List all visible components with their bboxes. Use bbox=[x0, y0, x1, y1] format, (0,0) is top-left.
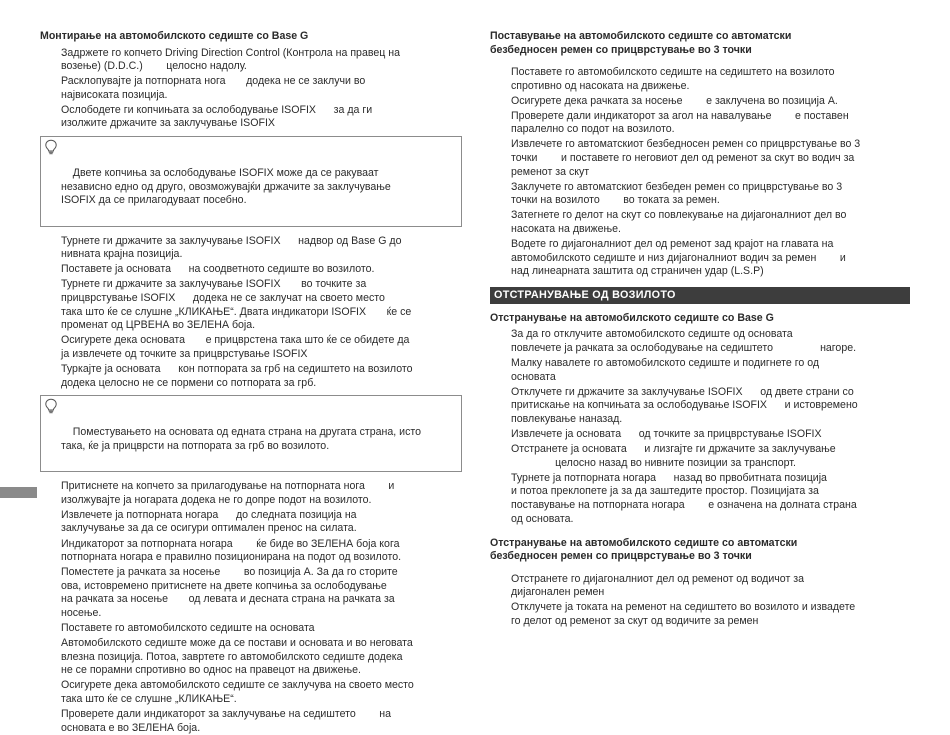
step-paragraph: За да го отклучите автомобилското седиште од основата повлечете ја рачката за ослободување на седиштето нагоре. bbox=[511, 328, 857, 354]
step-paragraph: Притиснете на копчето за прилагодување на потпорната нога и изолжувајте ја ногарата додека не го допре подот на возилото. bbox=[61, 480, 395, 506]
right-column bbox=[490, 30, 910, 629]
step-paragraph: Автомобилското седиште може да се постави и основата и во неговата влезна позиција. Потоа, завртете го автомобилското седиште додека не се порамни спротивно во однос на правецот на движење. bbox=[61, 637, 413, 677]
step-paragraph: Туркајте ја основата кон потпората за грб на седиштето на возилото додека целосно не се пормени со потпората за грб. bbox=[61, 362, 413, 389]
heading-install-3point-belt: Поставување на автомобилското седиште со автоматски безбедносен ремен со прицврстување во 3 точки bbox=[490, 30, 792, 56]
step-paragraph: Извлечете ја потпорната ногара до следната позиција на заклучување за да се осигури оптимален пренос на силата. bbox=[61, 508, 357, 535]
step-paragraph: Проверете дали индикаторот за заклучување на седиштето на основата е во ЗЕЛЕНА боја. bbox=[61, 708, 392, 734]
step-paragraph: Отклучете ги држачите за заклучување ISOFIX од двете страни со притискање на копчињата за ослободување ISOFIX и истовремено повлекување наназад. bbox=[511, 385, 858, 425]
step-paragraph: Осигурете дека автомобилското седиште се заклучува на своето место така што ќе се слушне „КЛИКАЊЕ“. bbox=[61, 679, 414, 706]
step-paragraph: Турнете ги држачите за заклучување ISOFIX надвор од Base G до нивната крајна позиција. bbox=[61, 234, 402, 261]
step-paragraph: Отклучете ја токата на ременот на седиштето во возилото и извадете го делот од ременот за скут од водичите за ремен bbox=[511, 601, 856, 627]
step-paragraph: Малку навалете го автомобилското седиште и подигнете го од основата bbox=[511, 357, 820, 383]
step-paragraph: Расклопувајте ја потпорната нога додека не се заклучи во највисоката позиција. bbox=[61, 75, 366, 101]
step-paragraph: Водете го дијагоналниот дел од ременот зад крајот на главата на автомобилското седиште и низ дијагоналниот водич за ремен и над линеарната заштита од страничен удар (L.S.P) bbox=[511, 238, 846, 278]
left-column bbox=[40, 30, 462, 735]
step-paragraph: Осигурете дека рачката за носење е заклучена во позиција A. bbox=[511, 94, 838, 107]
heading-install-base-g: Монтирање на автомобилското седиште со Base G bbox=[40, 30, 309, 42]
lightbulb-icon bbox=[44, 398, 58, 414]
note-text: Поместувањето на основата од едната страна на другата страна, исто така, ќе ја прицврсти на потпората за грб во возилото. bbox=[61, 426, 422, 452]
step-paragraph: Извлечете ја основата од точките за прицврстување ISOFIX bbox=[511, 428, 822, 441]
step-paragraph: Осигурете дека основата е прицврстена така што ќе се обидете да ја извлечете од точките за прицврстување ISOFIX bbox=[61, 334, 410, 360]
note-text: Двете копчиња за ослободување ISOFIX може да се ракуваат независно едно од друго, овозможувајќи држачите за заклучување ISOFIX да се прилагодуваат посебно. bbox=[61, 167, 391, 207]
step-paragraph: Задржете го копчето Driving Direction Control (Контрола на правец на возење) (D.D.C.) целосно надолу. bbox=[61, 46, 400, 73]
section-title-bar: ОТСТРАНУВАЊЕ ОД ВОЗИЛОТО bbox=[490, 287, 910, 304]
step-paragraph: Проверете дали индикаторот за агол на навалување е поставен паралелно со подот на возилото. bbox=[511, 109, 849, 136]
lightbulb-icon bbox=[44, 139, 58, 155]
step-paragraph: Ослободете ги копчињата за ослободување ISOFIX за да ги изолжите држачите за заклучување ISOFIX bbox=[61, 103, 373, 130]
step-paragraph: Затегнете го делот на скут со повлекување на дијагоналниот дел во насоката на движење. bbox=[511, 209, 847, 236]
step-paragraph: Заклучете го автоматскиот безбеден ремен со прицврстување во 3 точки на возилото во токата за ремен. bbox=[511, 180, 843, 207]
note-box-base-sliding bbox=[40, 395, 462, 472]
step-paragraph: Индикаторот за потпорната ногара ќе биде во ЗЕЛЕНА боја кога потпорната ногара е правилно позиционирана на подот од возилото. bbox=[61, 537, 402, 564]
step-paragraph: Поставете го автомобилското седиште на основата bbox=[61, 622, 315, 635]
step-paragraph: Извлечете го автоматскиот безбедносен ремен со прицврстување во 3 точки и поставете го неговиот дел од ременот за скут во водич за ременот за скут bbox=[511, 138, 861, 178]
step-paragraph: Турнете ја потпорната ногара назад во првобитната позиција и потоа преклопете ја за да заштедите простор. Позицијата за поставување на потпорната ногара е означена на долната страна од основата. bbox=[511, 471, 857, 525]
step-paragraph: Поставете го автомобилското седиште на седиштето на возилото спротивно од насоката на движење. bbox=[511, 66, 835, 92]
step-paragraph: Отстранете ја основата и лизгајте ги држачите за заклучување целосно назад во нивните позиции за транспорт. bbox=[511, 443, 836, 469]
note-box-isofix-release bbox=[40, 136, 462, 227]
heading-remove-3point-belt: Отстранување на автомобилското седиште со автоматски безбедносен ремен со прицврстување во 3 точки bbox=[490, 536, 798, 563]
step-paragraph: Поместете ја рачката за носење во позиција A. За да го сторите ова, истовремено притиснете на двете копчиња за ослободување на рачката за носење од левата и десната страна на рачката за носење. bbox=[61, 566, 398, 619]
step-paragraph: Отстранете го дијагоналниот дел од ременот од водичот за дијагонален ремен bbox=[511, 572, 805, 599]
step-paragraph: Турнете ги држачите за заклучување ISOFIX во точките за прицврстување ISOFIX додека не се заклучат на своето место така што ќе се слушне „КЛИКАЊЕ“. Двата индикатори ISOFIX ќе се променат од ЦРВЕНА во ЗЕЛЕНА боја. bbox=[61, 278, 412, 332]
page-edge-tab bbox=[0, 487, 37, 498]
heading-remove-base-g: Отстранување на автомобилското седиште со Base G bbox=[490, 311, 774, 324]
step-paragraph: Поставете ја основата на соодветното седиште во возилото. bbox=[61, 263, 375, 276]
